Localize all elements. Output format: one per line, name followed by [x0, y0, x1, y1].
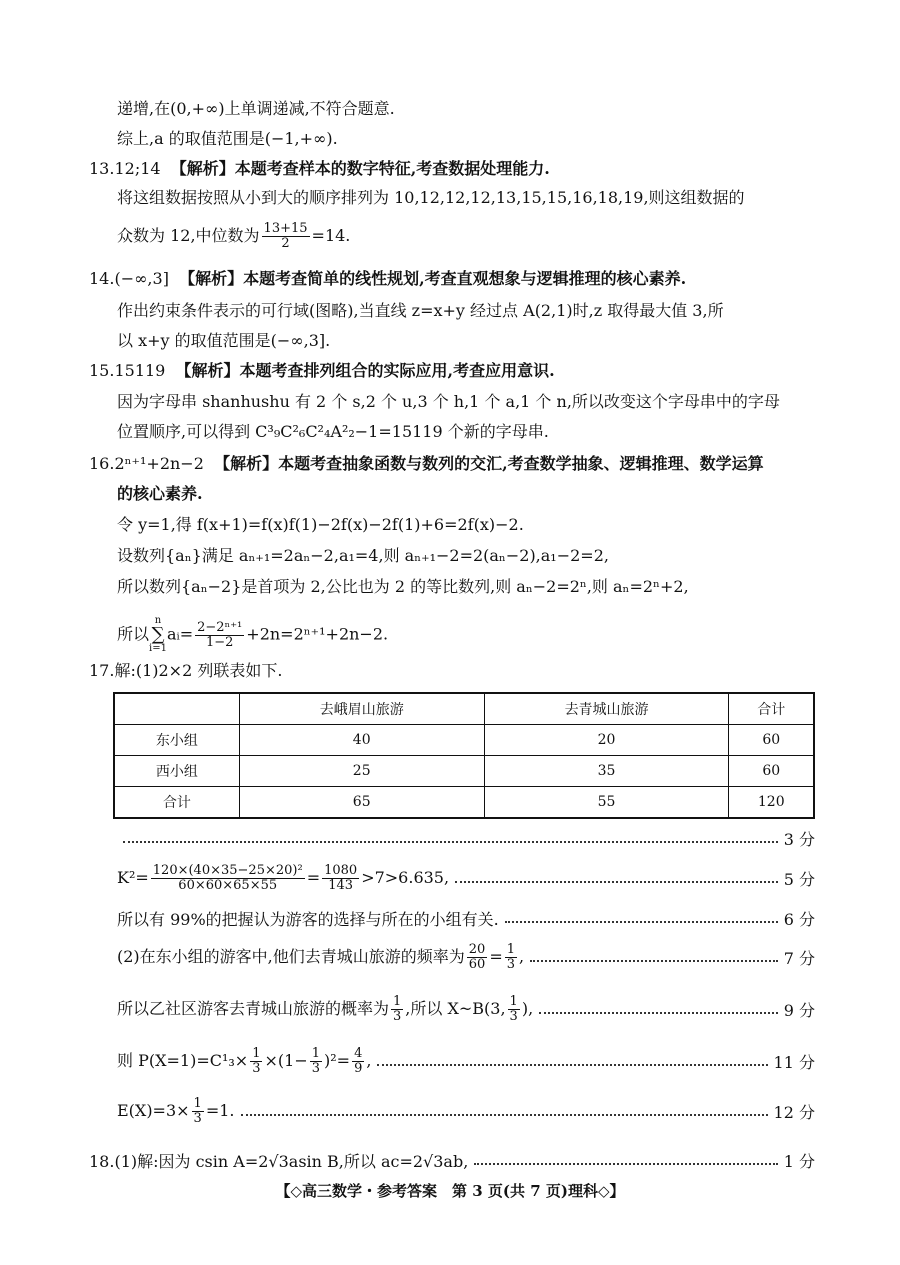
- text-span: 所以有 99%的把握认为游客的选择与所在的小组有关.: [117, 909, 499, 929]
- denominator: 3: [311, 1060, 320, 1076]
- dot-leader: [123, 841, 778, 843]
- table-cell: 西小组: [114, 756, 239, 787]
- score-line: [117, 1047, 815, 1075]
- table-header-cell: 合计: [729, 693, 814, 725]
- dot-leader: [241, 1114, 768, 1116]
- table-header-cell: [114, 693, 239, 725]
- fraction: [352, 1047, 364, 1076]
- numerator: 1: [393, 993, 402, 1009]
- numerator: 120×(40×35−25×20)²: [152, 862, 303, 878]
- table-row: [114, 725, 814, 756]
- text-line: 设数列{aₙ}满足 aₙ₊₁=2aₙ−2,a₁=4,则 aₙ₊₁−2=2(aₙ−2),a₁−2=2,: [117, 546, 609, 565]
- fraction: [310, 1047, 322, 1076]
- numerator: 1: [193, 1095, 202, 1111]
- denominator: 60×60×65×55: [178, 877, 278, 893]
- text-line: [117, 616, 388, 654]
- q-answer: 12;14: [114, 159, 161, 178]
- numerator: 1: [506, 941, 515, 957]
- numerator: 1: [509, 993, 518, 1009]
- text-span: ),: [521, 998, 534, 1018]
- text-span: ,所以 X~B(3,: [405, 998, 506, 1018]
- score-points: 12 分: [773, 1102, 815, 1122]
- denominator: 3: [509, 1008, 518, 1024]
- table-cell: 60: [729, 725, 814, 756]
- page-footer: 【◇高三数学・参考答案 第 3 页(共 7 页)理科◇】: [275, 1182, 625, 1200]
- denominator: 3: [393, 1008, 402, 1024]
- text-span: +2n=2ⁿ⁺¹+2n−2.: [246, 624, 389, 644]
- table-cell: 60: [729, 756, 814, 787]
- denominator: 1−2: [205, 634, 234, 650]
- q16-head: [89, 453, 764, 475]
- q13-head: [89, 158, 550, 180]
- text-span: =: [489, 946, 503, 966]
- table-cell: 35: [484, 756, 729, 787]
- sigma-icon: ∑: [151, 624, 165, 645]
- table-cell: 20: [484, 725, 729, 756]
- table-cell: 25: [239, 756, 484, 787]
- fraction: [505, 943, 517, 972]
- text-line: 递增,在(0,+∞)上单调递减,不符合题意.: [117, 99, 395, 118]
- dot-leader: [455, 881, 778, 883]
- fraction: [151, 864, 305, 893]
- text-span: ,: [519, 946, 525, 966]
- q-number: 16.: [89, 454, 115, 473]
- table-cell: 东小组: [114, 725, 239, 756]
- formula: [117, 864, 449, 893]
- dot-leader: [377, 1064, 767, 1066]
- table-cell: 40: [239, 725, 484, 756]
- denominator: 9: [354, 1060, 363, 1076]
- text-span: ,: [366, 1050, 372, 1070]
- score-points: 7 分: [783, 948, 815, 968]
- text-span: 18.(1)解:因为 csin A=2√3asin B,所以 ac=2√3ab,: [89, 1151, 469, 1171]
- numerator: 2−2ⁿ⁺¹: [197, 619, 243, 635]
- text-line: 因为字母串 shanhushu 有 2 个 s,2 个 u,3 个 h,1 个 a,1 个 n,所以改变这个字母串中的字母: [117, 392, 780, 411]
- q-analysis-head: 【解析】本题考查样本的数字特征,考查数据处理能力.: [170, 159, 550, 178]
- score-line: [117, 904, 815, 932]
- fraction: [192, 1097, 204, 1126]
- text-line: [117, 222, 350, 251]
- text-span: aᵢ=: [166, 624, 194, 644]
- text-span: =1.: [205, 1100, 235, 1120]
- score-points: 6 分: [783, 909, 815, 929]
- numerator: 1: [252, 1045, 261, 1061]
- text-line: 将这组数据按照从小到大的顺序排列为 10,12,12,12,13,15,15,16,18,19,则这组数据的: [117, 188, 745, 207]
- denominator: 3: [193, 1110, 202, 1126]
- sum-lower: i=1: [149, 643, 167, 654]
- score-line: [117, 864, 815, 892]
- text-span: )²=: [324, 1050, 351, 1070]
- text-span: 所以: [117, 624, 150, 644]
- fraction: [250, 1047, 262, 1076]
- fraction: [262, 222, 310, 251]
- text-span: 所以乙社区游客去青城山旅游的概率为: [117, 998, 390, 1018]
- score-line: [117, 824, 815, 852]
- numerator: 1: [311, 1045, 320, 1061]
- table-cell: 合计: [114, 787, 239, 819]
- score-points: 5 分: [783, 869, 815, 889]
- formula: [117, 1047, 371, 1076]
- text-span: =14.: [311, 226, 351, 245]
- denominator: 3: [506, 956, 515, 972]
- fraction: [391, 995, 403, 1024]
- sum-upper: n: [154, 615, 162, 626]
- table-row: [114, 787, 814, 819]
- numerator: 4: [354, 1045, 363, 1061]
- table-header-row: [114, 693, 814, 725]
- q-number: 13.: [89, 159, 115, 178]
- fraction: [322, 864, 359, 893]
- text-span: >7>6.635,: [361, 867, 450, 887]
- table-cell: 120: [729, 787, 814, 819]
- text-line: 作出约束条件表示的可行域(图略),当直线 z=x+y 经过点 A(2,1)时,z 取得最大值 3,所: [117, 301, 724, 320]
- text-span: 则 P(X=1)=C¹₃×: [117, 1050, 249, 1070]
- numerator: 1080: [324, 862, 358, 878]
- text-line: 位置顺序,可以得到 C³₉C²₆C²₄A²₂−1=15119 个新的字母串.: [117, 422, 549, 441]
- numerator: 20: [468, 941, 486, 957]
- dot-leader: [539, 1012, 778, 1014]
- numerator: 13+15: [263, 221, 308, 236]
- q-answer: 2ⁿ⁺¹+2n−2: [114, 454, 204, 473]
- text-span: (2)在东小组的游客中,他们去青城山旅游的频率为: [117, 946, 465, 966]
- text-line: 综上,a 的取值范围是(−1,+∞).: [117, 129, 338, 148]
- text-line: 所以数列{aₙ−2}是首项为 2,公比也为 2 的等比数列,则 aₙ−2=2ⁿ,则 aₙ=2ⁿ+2,: [117, 577, 689, 596]
- q-answer: 15119: [114, 361, 166, 380]
- text-span: =: [306, 867, 321, 887]
- score-points: 1 分: [783, 1151, 815, 1171]
- q-analysis-head: 【解析】本题考查抽象函数与数列的交汇,考查数学抽象、逻辑推理、数学运算: [214, 454, 764, 473]
- score-points: 9 分: [783, 1000, 815, 1020]
- fraction: [467, 943, 488, 972]
- score-points: 11 分: [773, 1052, 815, 1072]
- q-analysis-head: 【解析】本题考查排列组合的实际应用,考查应用意识.: [175, 361, 555, 380]
- text-line: 令 y=1,得 f(x+1)=f(x)f(1)−2f(x)−2f(1)+6=2f(x)−2.: [117, 515, 524, 534]
- score-points: 3 分: [783, 829, 815, 849]
- table-header-cell: 去青城山旅游: [484, 693, 729, 725]
- text-span: E(X)=3×: [117, 1100, 190, 1120]
- fraction: [195, 621, 244, 650]
- fraction: [508, 995, 520, 1024]
- q15-head: [89, 360, 555, 382]
- formula: [117, 943, 524, 972]
- q-number: 14.: [89, 269, 115, 288]
- text-span: ×(1−: [264, 1050, 308, 1070]
- q14-head: [89, 268, 686, 290]
- q-answer: (−∞,3]: [114, 269, 169, 288]
- summation: [149, 616, 167, 654]
- table-header-cell: 去峨眉山旅游: [239, 693, 484, 725]
- denominator: 2: [281, 236, 290, 251]
- text-line: 以 x+y 的取值范围是(−∞,3].: [117, 331, 331, 350]
- formula: [117, 995, 533, 1024]
- q-number: 15.: [89, 361, 115, 380]
- table-row: [114, 756, 814, 787]
- dot-leader: [505, 921, 778, 923]
- dot-leader: [530, 960, 778, 962]
- dot-leader: [474, 1163, 777, 1165]
- denominator: 60: [468, 956, 486, 972]
- text-span: 众数为 12,中位数为: [117, 226, 260, 245]
- score-line: [89, 1146, 815, 1174]
- q17-intro: 17.解:(1)2×2 列联表如下.: [89, 661, 283, 680]
- formula: [117, 1097, 235, 1126]
- contingency-table: [113, 692, 815, 819]
- score-line: [117, 995, 815, 1023]
- q-analysis-head: 【解析】本题考查简单的线性规划,考查直观想象与逻辑推理的核心素养.: [179, 269, 687, 288]
- table-cell: 55: [484, 787, 729, 819]
- text-line: 的核心素养.: [117, 484, 203, 503]
- score-line: [117, 1097, 815, 1125]
- table-cell: 65: [239, 787, 484, 819]
- text-span: K²=: [117, 867, 149, 887]
- denominator: 3: [252, 1060, 261, 1076]
- score-line: [117, 943, 815, 971]
- denominator: 143: [328, 877, 354, 893]
